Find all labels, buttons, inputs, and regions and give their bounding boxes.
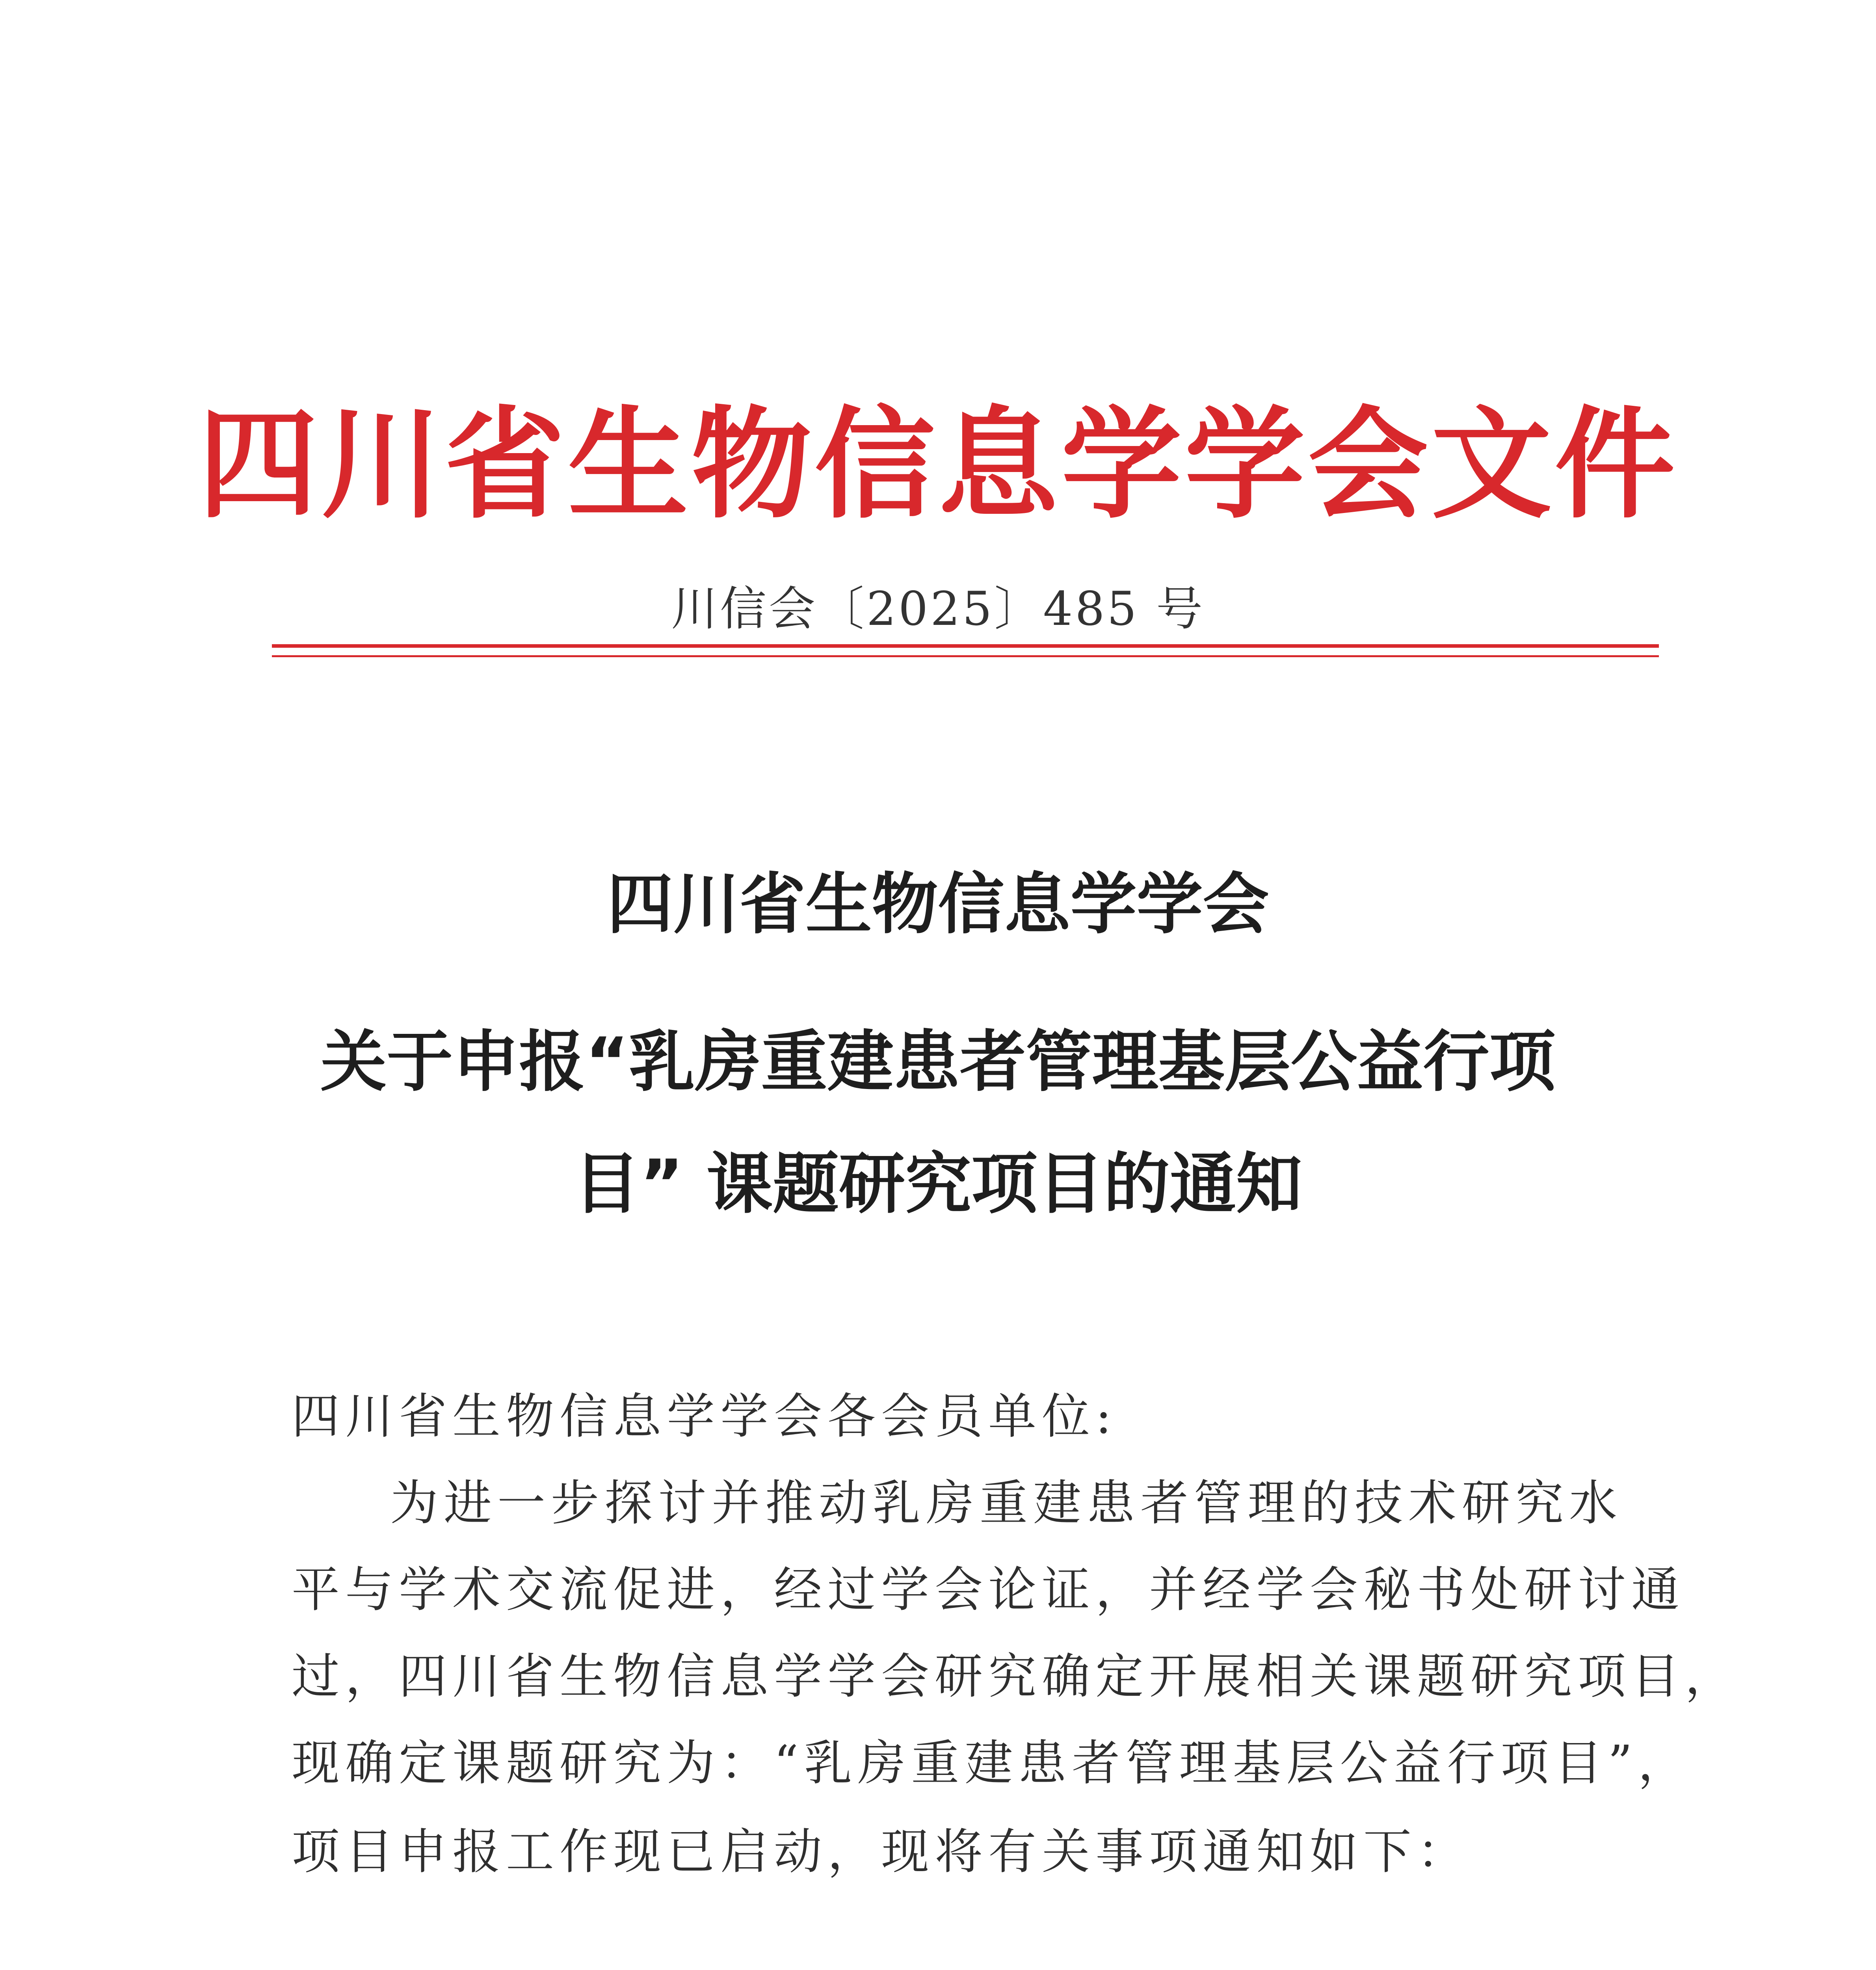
intro-line-2: 平与学术交流促进，经过学会论证，并经学会秘书处研讨通 xyxy=(292,1562,1685,1618)
intro-line-3: 过，四川省生物信息学学会研究确定开展相关课题研究项目， xyxy=(292,1648,1738,1704)
intro-line-1: 为进一步探讨并推动乳房重建患者管理的技术研究水 xyxy=(390,1475,1623,1531)
masthead-title: 四川省生物信息学学会文件 xyxy=(198,395,1678,535)
notice-title-line-1: 四川省生物信息学学会 xyxy=(607,866,1269,943)
red-divider-thick xyxy=(272,644,1659,648)
intro-line-4: 现确定课题研究为：“乳房重建患者管理基层公益行项目”， xyxy=(292,1735,1692,1791)
intro-line-5: 项目申报工作现已启动，现将有关事项通知如下： xyxy=(292,1824,1471,1880)
notice-title-line-3: 目” 课题研究项目的通知 xyxy=(574,1145,1302,1223)
document-number: 川信会〔2025〕485 号 xyxy=(671,582,1205,636)
notice-title-line-2: 关于申报“乳房重建患者管理基层公益行项 xyxy=(320,1023,1556,1100)
red-divider-thin xyxy=(272,655,1659,657)
salutation: 四川省生物信息学学会各会员单位: xyxy=(292,1388,1117,1444)
